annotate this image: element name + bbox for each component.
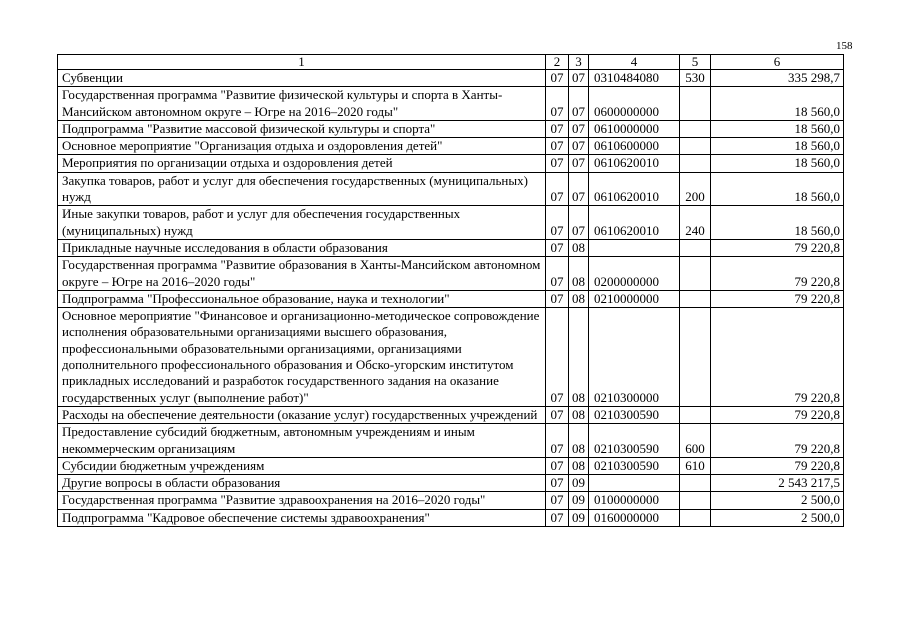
row-description: Другие вопросы в области образования xyxy=(58,475,546,492)
amount: 2 500,0 xyxy=(711,492,844,509)
amount: 2 543 217,5 xyxy=(711,475,844,492)
expense-type-code xyxy=(680,509,711,526)
section-code: 07 xyxy=(546,290,569,307)
row-description: Государственная программа "Развитие физической культуры и спорта в Ханты-Мансийском автономном округе – Югре на 2016–2020 годы" xyxy=(58,87,546,121)
target-article-code: 0610600000 xyxy=(589,138,680,155)
section-code: 07 xyxy=(546,70,569,87)
target-article-code xyxy=(589,475,680,492)
expense-type-code xyxy=(680,239,711,256)
table-body xyxy=(58,70,844,527)
row-description: Подпрограмма "Развитие массовой физической культуры и спорта" xyxy=(58,120,546,137)
expense-type-code xyxy=(680,475,711,492)
amount: 18 560,0 xyxy=(711,120,844,137)
section-code: 07 xyxy=(546,138,569,155)
column-header: 5 xyxy=(680,55,711,70)
table-row xyxy=(58,424,844,458)
target-article-code: 0600000000 xyxy=(589,87,680,121)
row-description: Предоставление субсидий бюджетным, автономным учреждениям и иным некоммерческим организациям xyxy=(58,424,546,458)
expense-type-code: 200 xyxy=(680,172,711,206)
subsection-code: 08 xyxy=(569,457,589,474)
amount: 18 560,0 xyxy=(711,138,844,155)
section-code: 07 xyxy=(546,120,569,137)
subsection-code: 09 xyxy=(569,492,589,509)
subsection-code: 08 xyxy=(569,424,589,458)
expense-type-code: 600 xyxy=(680,424,711,458)
amount: 79 220,8 xyxy=(711,290,844,307)
table-row xyxy=(58,120,844,137)
column-header: 6 xyxy=(711,55,844,70)
expense-type-code xyxy=(680,492,711,509)
subsection-code: 07 xyxy=(569,206,589,240)
expense-type-code: 610 xyxy=(680,457,711,474)
amount: 18 560,0 xyxy=(711,172,844,206)
expense-type-code xyxy=(680,406,711,423)
column-header: 1 xyxy=(58,55,546,70)
table-row xyxy=(58,290,844,307)
target-article-code: 0310484080 xyxy=(589,70,680,87)
subsection-code: 07 xyxy=(569,138,589,155)
subsection-code: 07 xyxy=(569,70,589,87)
table-row xyxy=(58,406,844,423)
section-code: 07 xyxy=(546,308,569,407)
table-row xyxy=(58,138,844,155)
target-article-code: 0610620010 xyxy=(589,172,680,206)
subsection-code: 07 xyxy=(569,172,589,206)
row-description: Основное мероприятие "Организация отдыха и оздоровления детей" xyxy=(58,138,546,155)
target-article-code: 0200000000 xyxy=(589,257,680,291)
target-article-code xyxy=(589,239,680,256)
table-row xyxy=(58,70,844,87)
amount: 79 220,8 xyxy=(711,308,844,407)
amount: 335 298,7 xyxy=(711,70,844,87)
table-row xyxy=(58,308,844,407)
row-description: Подпрограмма "Кадровое обеспечение системы здравоохранения" xyxy=(58,509,546,526)
expense-type-code xyxy=(680,87,711,121)
expense-type-code xyxy=(680,155,711,172)
section-code: 07 xyxy=(546,155,569,172)
column-header: 4 xyxy=(589,55,680,70)
row-description: Иные закупки товаров, работ и услуг для обеспечения государственных (муниципальных) нужд xyxy=(58,206,546,240)
table-row xyxy=(58,87,844,121)
table-row xyxy=(58,239,844,256)
target-article-code: 0210300590 xyxy=(589,406,680,423)
amount: 79 220,8 xyxy=(711,457,844,474)
column-header: 2 xyxy=(546,55,569,70)
page-number: 158 xyxy=(836,40,853,52)
table-row xyxy=(58,155,844,172)
target-article-code: 0160000000 xyxy=(589,509,680,526)
section-code: 07 xyxy=(546,509,569,526)
row-description: Государственная программа "Развитие образования в Ханты-Мансийском автономном округе – Югре на 2016–2020 годы" xyxy=(58,257,546,291)
section-code: 07 xyxy=(546,457,569,474)
amount: 79 220,8 xyxy=(711,239,844,256)
target-article-code: 0100000000 xyxy=(589,492,680,509)
row-description: Государственная программа "Развитие здравоохранения на 2016–2020 годы" xyxy=(58,492,546,509)
subsection-code: 07 xyxy=(569,120,589,137)
expense-type-code: 240 xyxy=(680,206,711,240)
expense-type-code xyxy=(680,120,711,137)
table-row xyxy=(58,206,844,240)
subsection-code: 08 xyxy=(569,239,589,256)
amount: 18 560,0 xyxy=(711,87,844,121)
row-description: Закупка товаров, работ и услуг для обеспечения государственных (муниципальных) нужд xyxy=(58,172,546,206)
expense-type-code: 530 xyxy=(680,70,711,87)
row-description: Мероприятия по организации отдыха и оздоровления детей xyxy=(58,155,546,172)
subsection-code: 07 xyxy=(569,155,589,172)
subsection-code: 08 xyxy=(569,406,589,423)
row-description: Основное мероприятие "Финансовое и организационно-методическое сопровождение исполнения образовательными организациями высшего образования, профессиональными образовательными организациями, организациями дополнительного профессионального образования и Обско-угорским институтом прикладных исследований и разработок государственного задания на оказание государственных услуг (выполнение работ)" xyxy=(58,308,546,407)
section-code: 07 xyxy=(546,492,569,509)
target-article-code: 0610000000 xyxy=(589,120,680,137)
subsection-code: 09 xyxy=(569,475,589,492)
expense-type-code xyxy=(680,290,711,307)
amount: 79 220,8 xyxy=(711,406,844,423)
budget-table xyxy=(57,54,844,527)
target-article-code: 0210300590 xyxy=(589,424,680,458)
table-header-row xyxy=(58,55,844,70)
target-article-code: 0610620010 xyxy=(589,155,680,172)
amount: 79 220,8 xyxy=(711,257,844,291)
amount: 79 220,8 xyxy=(711,424,844,458)
row-description: Субсидии бюджетным учреждениям xyxy=(58,457,546,474)
amount: 18 560,0 xyxy=(711,206,844,240)
section-code: 07 xyxy=(546,257,569,291)
column-header: 3 xyxy=(569,55,589,70)
target-article-code: 0210300000 xyxy=(589,308,680,407)
table-row xyxy=(58,457,844,474)
table-row xyxy=(58,257,844,291)
section-code: 07 xyxy=(546,87,569,121)
target-article-code: 0210000000 xyxy=(589,290,680,307)
row-description: Расходы на обеспечение деятельности (оказание услуг) государственных учреждений xyxy=(58,406,546,423)
section-code: 07 xyxy=(546,424,569,458)
section-code: 07 xyxy=(546,172,569,206)
table-row xyxy=(58,172,844,206)
subsection-code: 09 xyxy=(569,509,589,526)
section-code: 07 xyxy=(546,239,569,256)
subsection-code: 07 xyxy=(569,87,589,121)
row-description: Подпрограмма "Профессиональное образование, наука и технологии" xyxy=(58,290,546,307)
target-article-code: 0610620010 xyxy=(589,206,680,240)
expense-type-code xyxy=(680,257,711,291)
table-row xyxy=(58,492,844,509)
section-code: 07 xyxy=(546,475,569,492)
section-code: 07 xyxy=(546,206,569,240)
expense-type-code xyxy=(680,308,711,407)
expense-type-code xyxy=(680,138,711,155)
row-description: Субвенции xyxy=(58,70,546,87)
table-row xyxy=(58,509,844,526)
subsection-code: 08 xyxy=(569,290,589,307)
subsection-code: 08 xyxy=(569,257,589,291)
target-article-code: 0210300590 xyxy=(589,457,680,474)
amount: 2 500,0 xyxy=(711,509,844,526)
section-code: 07 xyxy=(546,406,569,423)
table-row xyxy=(58,475,844,492)
row-description: Прикладные научные исследования в области образования xyxy=(58,239,546,256)
subsection-code: 08 xyxy=(569,308,589,407)
amount: 18 560,0 xyxy=(711,155,844,172)
